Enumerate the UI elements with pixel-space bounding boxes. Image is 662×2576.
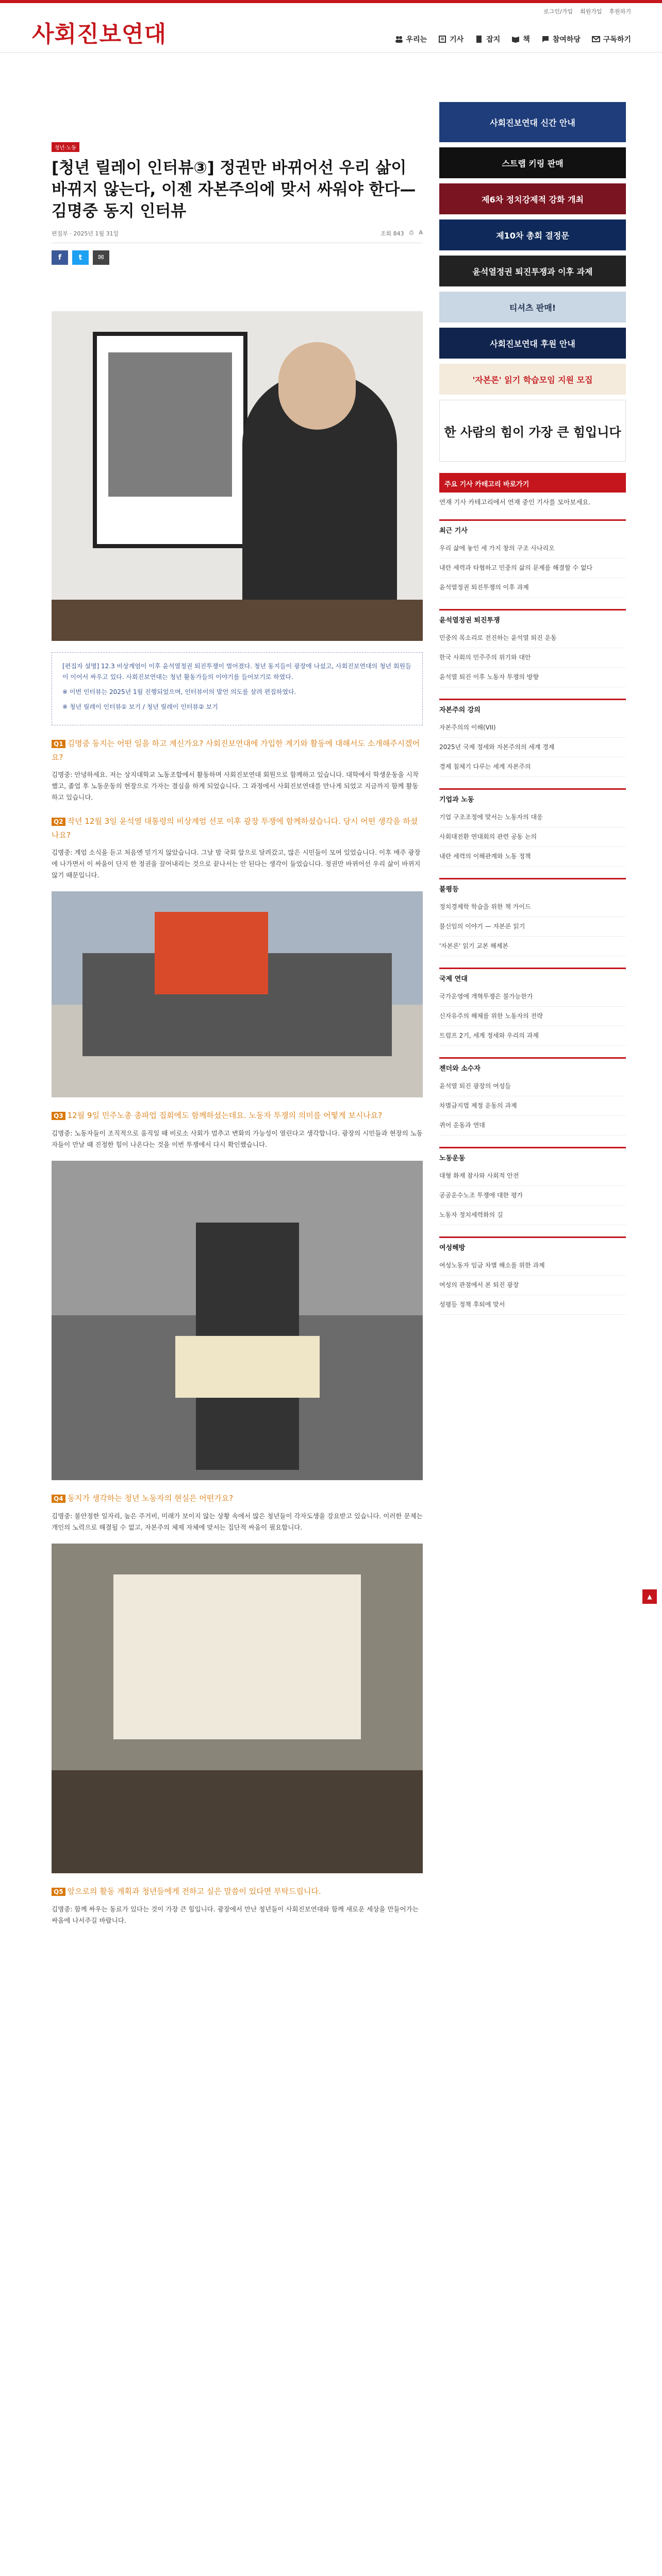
answer: 김명중: 노동자들이 조직적으로 움직일 때 비로소 사회가 멈추고 변화의 가능성이 열린다고 생각합니다. 광장의 시민들과 현장의 노동자들이 만날 때 진정한 힘이 나온다는 것을 이번 투쟁에서 다시 확인했습니다. — [52, 1129, 423, 1148]
sidebar-list-item[interactable]: 정치경제학 학습을 위한 책 가이드 — [439, 897, 626, 917]
answer: 김명중: 불안정한 일자리, 높은 주거비, 미래가 보이지 않는 상황 속에서 많은 청년들이 각자도생을 강요받고 있습니다. 이러한 문제는 개인의 노력으로 해결될 수 없고, 자본주의 체제 자체에 맞서는 집단적 싸움이 필요합니다. — [52, 1512, 423, 1531]
nav-label: 기사 — [450, 36, 464, 44]
print-icon[interactable]: ⎙ — [409, 229, 414, 236]
twitter-share-icon[interactable]: t — [72, 250, 89, 265]
book-icon — [475, 35, 483, 43]
sidebar-list-item[interactable]: 한국 사회의 민주주의 위기와 대안 — [439, 648, 626, 668]
email-share-icon[interactable]: ✉ — [93, 250, 109, 265]
sidebar-section-list — [439, 1077, 626, 1136]
sidebar-list-item[interactable]: 차별금지법 제정 운동의 과제 — [439, 1096, 626, 1116]
sidebar-list-item[interactable]: 2025년 국제 정세와 자본주의의 세계 경제 — [439, 738, 626, 757]
sidebar-section-list — [439, 629, 626, 687]
sidebar-list-item[interactable]: 신자유주의 해체를 위한 노동자의 전략 — [439, 1007, 626, 1026]
sidebar-section-title: 최근 기사 — [439, 519, 626, 539]
question-number: Q2 — [52, 818, 65, 826]
date: 2025년 1월 31일 — [73, 230, 119, 237]
editor-note-text: ※ 청년 릴레이 인터뷰① 보기 / 청년 릴레이 인터뷰② 보기 — [62, 703, 218, 710]
nav-item-magazine[interactable] — [475, 34, 500, 44]
sidebar-section-title: 불평등 — [439, 878, 626, 897]
question — [52, 737, 423, 764]
question-text: 김명중 동지는 어떤 일을 하고 계신가요? 사회진보연대에 가입한 계기와 활동에 대해서도 소개해주시겠어요? — [52, 739, 420, 762]
sidebar-list-item[interactable]: 불신임의 이야기 — 자본론 읽기 — [439, 917, 626, 937]
sidebar-section-list — [439, 1166, 626, 1225]
sidebar-list-item[interactable]: 트럼프 2기, 세계 정세와 우리의 과제 — [439, 1026, 626, 1046]
sidebar-list-item[interactable]: 내란 세력과 타협하고 민중의 삶의 문제를 해결할 수 없다 — [439, 558, 626, 578]
notice-title: 주요 기사 카테고리 바로가기 — [439, 473, 626, 493]
sidebar-list-item[interactable]: '자본론' 읽기 교본 해제본 — [439, 937, 626, 956]
view-count: 조회 843 — [380, 230, 404, 237]
editor-note-text: ※ 이번 인터뷰는 2025년 1월 진행되었으며, 인터뷰이의 발언 의도를 살려 편집하였다. — [62, 688, 296, 696]
sidebar-list-item[interactable]: 윤석열 퇴진 이후 노동자 투쟁의 방향 — [439, 668, 626, 687]
sidebar-list-item[interactable]: 우리 삶에 놓인 세 가지 창의 구조 사나리오 — [439, 539, 626, 558]
sidebar-section-list — [439, 897, 626, 956]
sidebar-list-item[interactable]: 퀴어 운동과 연대 — [439, 1116, 626, 1136]
sidebar-list-item[interactable]: 성평등 정책 후퇴에 맞서 — [439, 1295, 626, 1315]
sidebar-list-item[interactable]: 내란 세력의 이해관계와 노동 정책 — [439, 847, 626, 867]
question-number: Q4 — [52, 1495, 65, 1503]
answer: 김명중: 함께 싸우는 동료가 있다는 것이 가장 큰 힘입니다. 광장에서 만난 청년들이 사회진보연대와 함께 새로운 세상을 만들어가는 싸움에 나서주길 바랍니다. — [52, 1905, 419, 1924]
people-icon — [395, 35, 403, 43]
sidebar-banner[interactable]: 제6차 정치강제적 강화 개최 — [439, 183, 626, 214]
sidebar-section-title: 국제 연대 — [439, 968, 626, 987]
article-meta: 편집부 · 2025년 1월 31일 조회 843 ⎙ A — [52, 229, 423, 243]
sidebar-section-list — [439, 808, 626, 867]
subscribe-icon — [592, 35, 600, 43]
font-size-icon[interactable]: A — [419, 229, 423, 236]
nav-item-participate[interactable] — [541, 34, 581, 44]
question-number: Q5 — [52, 1888, 65, 1896]
donate-link[interactable]: 후원하기 — [609, 8, 631, 15]
signup-link[interactable]: 회원가입 — [580, 8, 602, 15]
question-number: Q3 — [52, 1112, 65, 1120]
sidebar-section-list — [439, 987, 626, 1046]
question-text: 동지가 생각하는 청년 노동자의 현실은 어떤가요? — [67, 1494, 234, 1503]
nav-label: 구독하기 — [603, 36, 631, 44]
sidebar-list-item[interactable]: 공공운수노조 투쟁에 대한 평가 — [439, 1186, 626, 1206]
question-text: 작년 12월 3일 윤석열 대통령의 비상계엄 선포 이후 광장 투쟁에 함께하셨습니다. 당시 어떤 생각을 하셨나요? — [52, 817, 418, 840]
book-open-icon — [511, 35, 520, 43]
article-photo-main — [52, 311, 423, 641]
sidebar-list-item[interactable]: 대형 화재 참사와 사회적 안전 — [439, 1166, 626, 1186]
sidebar-list-item[interactable]: 여성의 관점에서 본 퇴진 광장 — [439, 1276, 626, 1295]
sidebar-list-item[interactable]: 윤석열 퇴진 광장의 여성들 — [439, 1077, 626, 1096]
article-photo-desk — [52, 1544, 423, 1873]
sidebar-section-title: 젠더와 소수자 — [439, 1057, 626, 1077]
site-header — [0, 3, 662, 53]
question — [52, 1885, 423, 1899]
nav-item-subscribe[interactable] — [592, 34, 631, 44]
facebook-share-icon[interactable]: f — [52, 250, 68, 265]
sidebar-section-list — [439, 539, 626, 598]
chat-icon — [541, 35, 550, 43]
scroll-top-button[interactable]: ▲ — [642, 1589, 657, 1604]
login-link[interactable]: 로그인/가입 — [543, 8, 573, 15]
article-photo-rally — [52, 1161, 423, 1480]
nav-item-about[interactable] — [395, 34, 427, 44]
sidebar-banner[interactable]: 스트랩 키링 판매 — [439, 147, 626, 178]
sidebar-section-title: 자본주의 강의 — [439, 699, 626, 718]
nav-item-books[interactable] — [511, 34, 530, 44]
nav-label: 잡지 — [486, 36, 501, 44]
sidebar-banner[interactable]: 한 사람의 힘이 가장 큰 힘입니다 — [439, 400, 626, 462]
sidebar-section-list — [439, 1256, 626, 1315]
sidebar-section-list — [439, 718, 626, 777]
answer: 김명중: 계엄 소식을 듣고 처음엔 믿기지 않았습니다. 그날 밤 국회 앞으로 달려갔고, 많은 시민들이 모여 있었습니다. 이후 매주 광장에 나가면서 이 싸움이 단지 한 정권을 끌어내리는 것으로 끝나서는 안 된다는 생각이 들었습니다. 정권만 바뀌어선 우리 삶이 바뀌지 않기 때문입니다. — [52, 849, 421, 879]
nav-label: 참여하당 — [552, 36, 581, 44]
notice-text: 연재 기사 카테고리에서 연재 중인 기사를 모아보세요. — [439, 498, 591, 506]
sidebar-list-item[interactable]: 민중의 목소리로 전진하는 윤석열 퇴진 운동 — [439, 629, 626, 648]
sidebar-list-item[interactable]: 국가운영에 개혁투쟁은 불가능한가 — [439, 987, 626, 1007]
sidebar-list-item[interactable]: 여성노동자 임금 차별 해소를 위한 과제 — [439, 1256, 626, 1276]
answer: 김명중: 안녕하세요. 저는 상지대학교 노동조합에서 활동하며 사회진보연대 회원으로 함께하고 있습니다. 대학에서 학생운동을 시작했고, 졸업 후 노동운동의 현장으로 가자는 결심을 하게 되었습니다. 그 과정에서 사회진보연대를 만나게 되었고 지금까지 함께 활동하고 있습니다. — [52, 771, 419, 801]
author: 편집부 — [52, 230, 68, 237]
sidebar-banner[interactable]: 사회진보연대 후원 안내 — [439, 328, 626, 359]
utility-links — [543, 7, 631, 15]
question-number: Q1 — [52, 740, 65, 748]
main-nav — [395, 34, 631, 44]
question — [52, 1109, 423, 1123]
editor-note-text: [편집자 설명] 12.3 비상계엄이 이후 윤석열정권 퇴진투쟁이 벌어졌다. 청년 동지들이 광장에 나섰고, 사회진보연대의 청년 회원들이 이어서 싸우고 있다. 사회진보연대는 청년 활동가들의 이야기를 들어보기로 하였다. — [62, 663, 411, 681]
sidebar — [439, 102, 626, 1315]
site-logo[interactable]: 사회진보연대 — [32, 21, 167, 47]
sidebar-list-item[interactable]: 자본주의의 이해(VII) — [439, 718, 626, 738]
question-text: 12월 9일 민주노총 총파업 집회에도 함께하셨는데요. 노동자 투쟁의 의미를 어떻게 보시나요? — [67, 1111, 383, 1120]
question — [52, 1492, 423, 1505]
article-title: [청년 릴레이 인터뷰③] 정권만 바뀌어선 우리 삶이 바뀌지 않는다, 이젠 자본주의에 맞서 싸워야 한다—김명중 동지 인터뷰 — [52, 159, 416, 221]
nav-label: 우리는 — [406, 36, 427, 44]
sidebar-list-item[interactable]: 윤석열정권 퇴진투쟁의 이후 과제 — [439, 578, 626, 598]
sidebar-section-title: 여성해방 — [439, 1236, 626, 1256]
sidebar-list-item[interactable]: 경제 침체기 다루는 세계 자본주의 — [439, 757, 626, 777]
sidebar-list-item[interactable]: 사회대전환 연대회의 관련 공동 논의 — [439, 827, 626, 847]
article-column — [52, 102, 423, 1934]
share-buttons — [52, 250, 423, 265]
nav-item-articles[interactable] — [438, 34, 464, 44]
sidebar-banner[interactable]: 제10차 총회 결정문 — [439, 219, 626, 250]
sidebar-banner[interactable]: 티셔츠 판매! — [439, 292, 626, 323]
article-photo-protest — [52, 891, 423, 1097]
nav-label: 책 — [523, 36, 530, 44]
question-text: 앞으로의 활동 계획과 청년들에게 전하고 싶은 말씀이 있다면 부탁드립니다. — [67, 1887, 321, 1896]
sidebar-banner[interactable]: 사회진보연대 신간 안내 — [439, 102, 626, 142]
article-icon — [438, 35, 446, 43]
question — [52, 815, 423, 842]
sidebar-section-title: 윤석열정권 퇴진투쟁 — [439, 609, 626, 629]
category-badge[interactable]: 청년·노동 — [52, 142, 79, 152]
sidebar-section-title: 노동운동 — [439, 1147, 626, 1166]
sidebar-list-item[interactable]: 노동자 정치세력화의 길 — [439, 1206, 626, 1225]
sidebar-list-item[interactable]: 기업 구조조정에 맞서는 노동자의 대응 — [439, 808, 626, 827]
editor-note — [52, 652, 423, 725]
sidebar-banner[interactable]: '자본론' 읽기 학습모임 지원 모집 — [439, 364, 626, 395]
sidebar-section-title: 기업과 노동 — [439, 788, 626, 808]
sidebar-banner[interactable]: 윤석열정권 퇴진투쟁과 이후 과제 — [439, 256, 626, 286]
